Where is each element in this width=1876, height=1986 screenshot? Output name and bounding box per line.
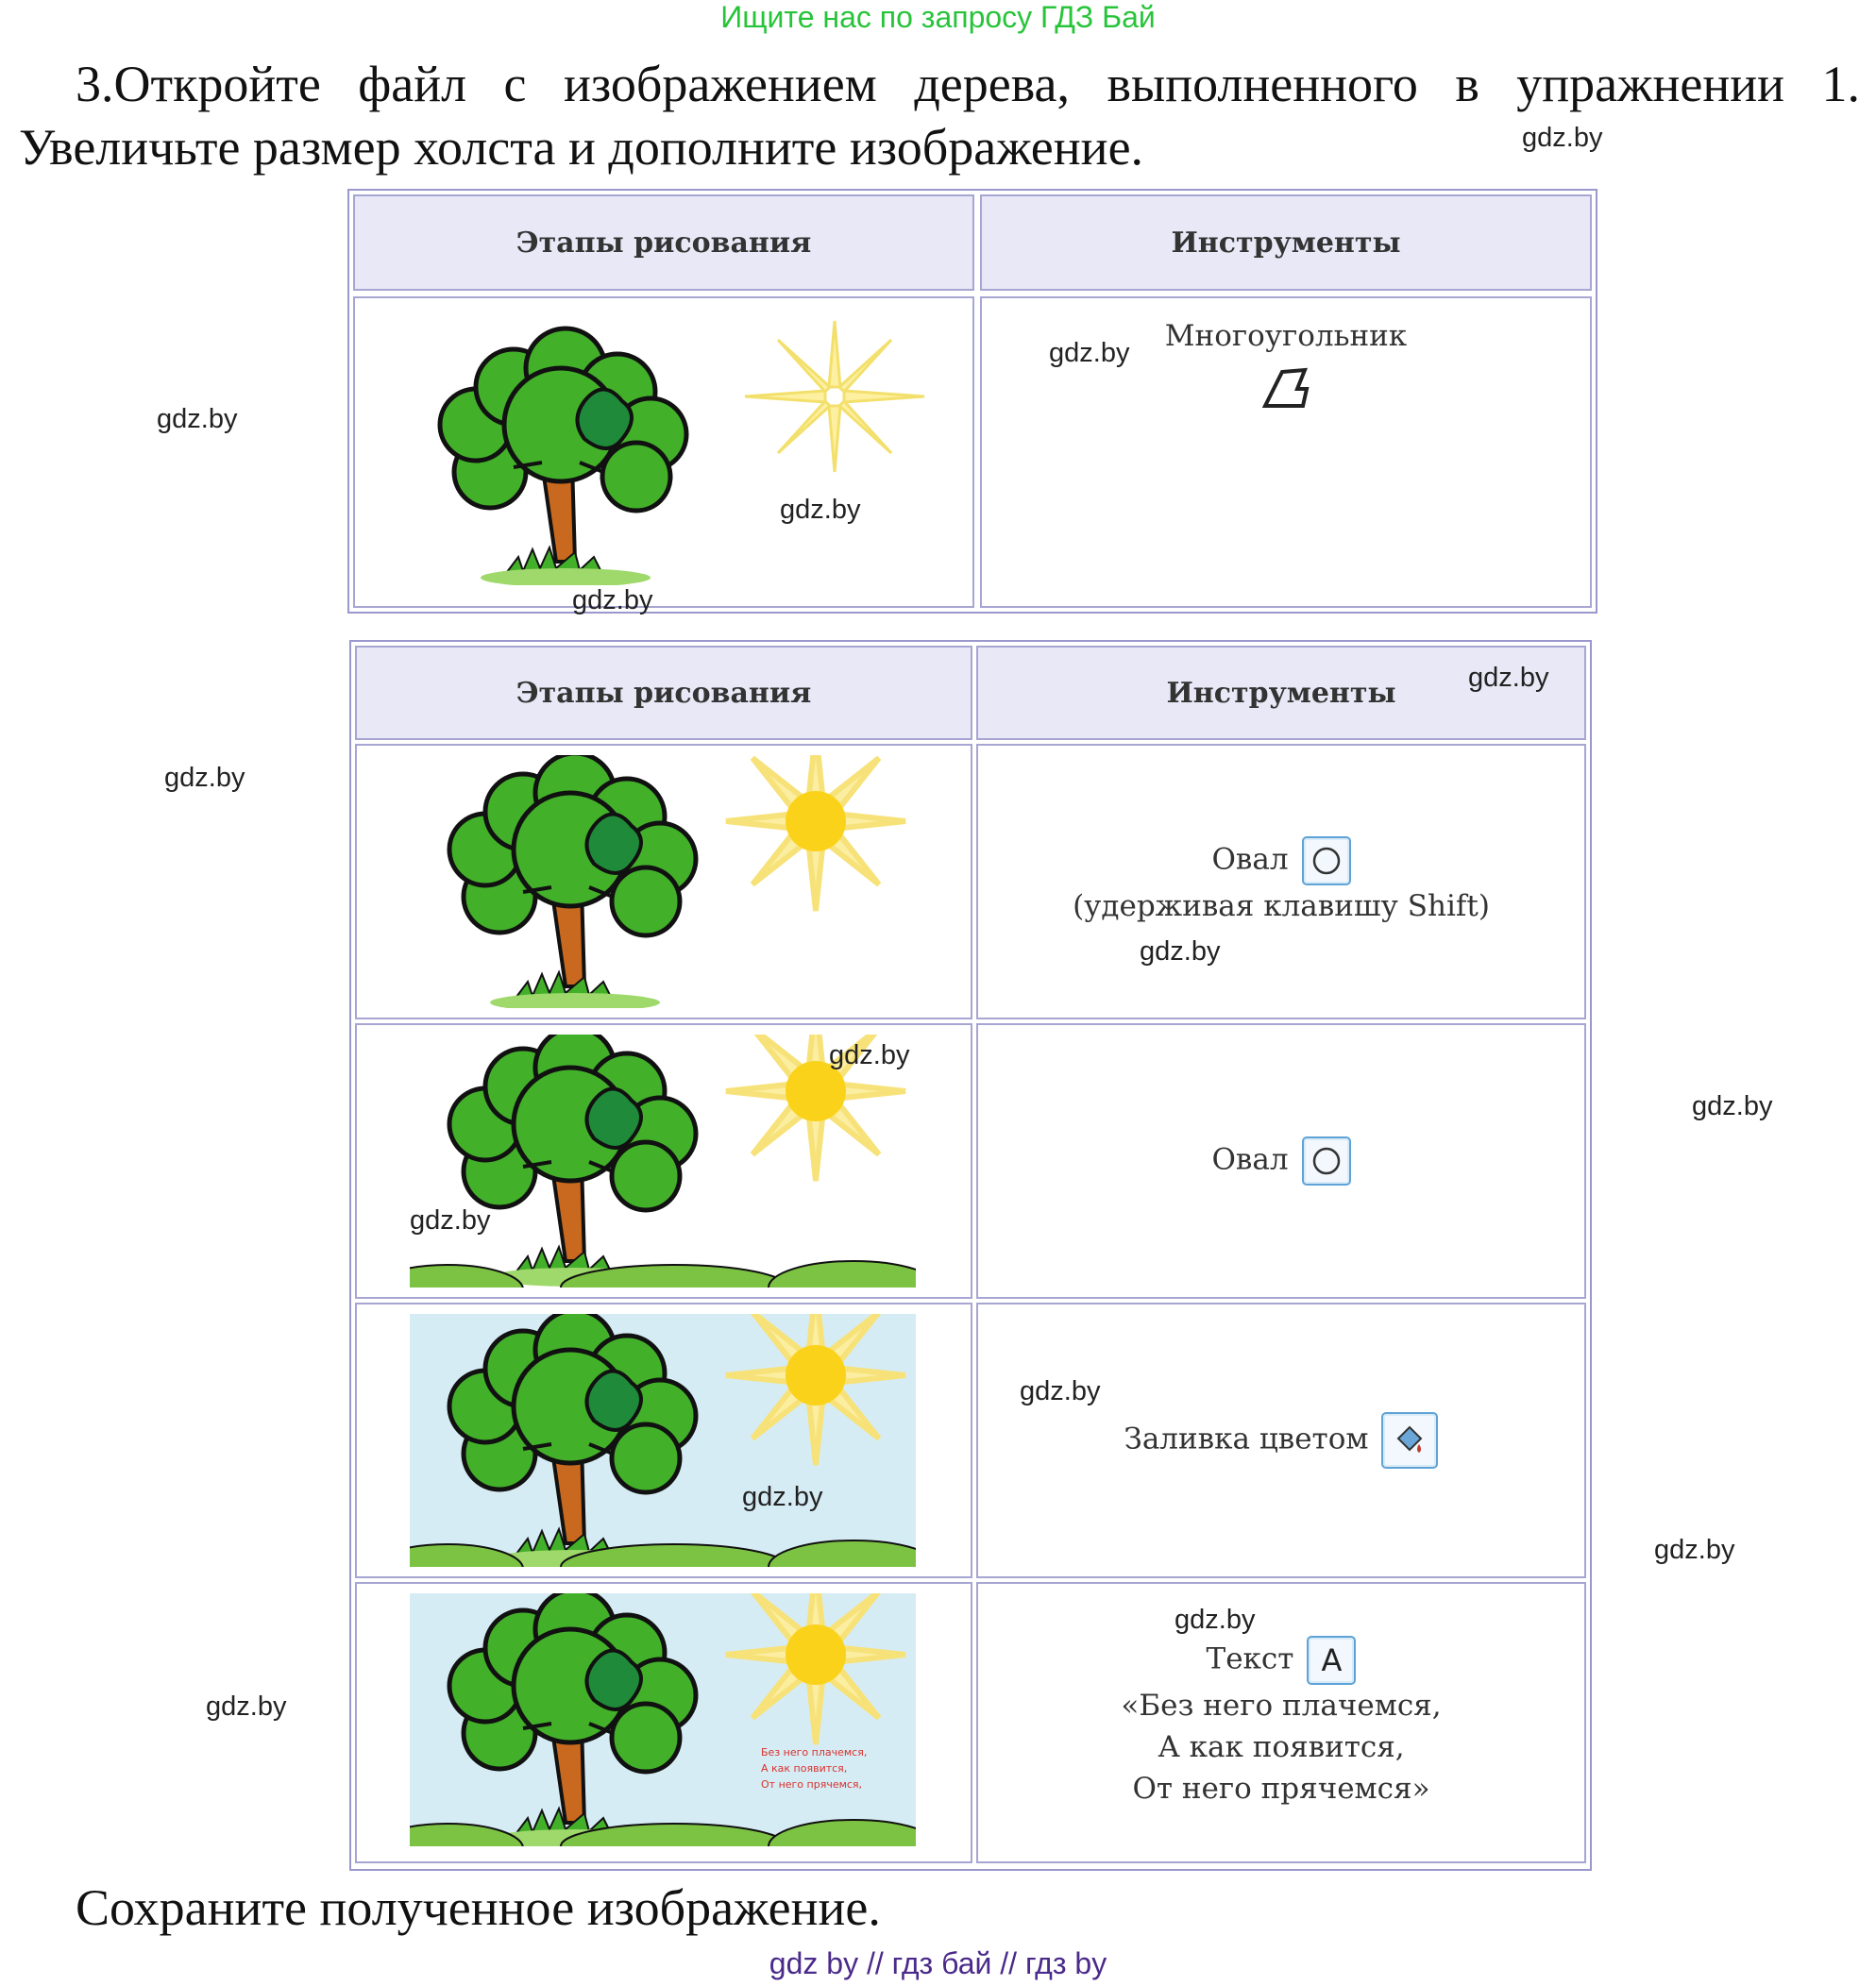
task-line-1: 3.Откройте файл с изображением дерева, выполненного в упражнении 1. <box>76 56 1860 112</box>
stages-table-2 <box>349 640 1592 1871</box>
tool-label: Текст <box>1206 1641 1294 1676</box>
watermark: gdz.by <box>410 1205 491 1236</box>
tool-label: Овал <box>1211 1142 1289 1177</box>
image-poem-line: Без него плачемся, <box>761 1746 868 1759</box>
header-tools: Инструменты <box>980 194 1592 291</box>
header-stages: Этапы рисования <box>353 194 974 291</box>
stage-image-cell <box>355 1582 972 1863</box>
watermark: gdz.by <box>1654 1535 1735 1565</box>
watermark: gdz.by <box>1692 1091 1773 1121</box>
tool-cell <box>976 1023 1586 1299</box>
tree-sun-hills-drawing <box>410 1035 916 1288</box>
tool-note: (удерживая клавишу Shift) <box>1073 889 1490 923</box>
image-poem-line: От него прячемся, <box>761 1778 863 1791</box>
watermark: gdz.by <box>1522 123 1603 153</box>
tree-sun-drawing <box>391 311 940 585</box>
watermark: gdz.by <box>1468 663 1549 693</box>
tree-sun-sky-drawing <box>410 1314 916 1567</box>
stage-image-cell <box>353 296 974 608</box>
footer-instruction: Сохраните полученное изображение. <box>76 1879 881 1936</box>
watermark: gdz.by <box>829 1040 910 1070</box>
stage-image-cell <box>355 744 972 1019</box>
watermark: gdz.by <box>1140 936 1221 967</box>
bottom-banner: gdz by // гдз бай // гдз by <box>769 1946 1107 1980</box>
tool-label: Овал <box>1211 842 1289 877</box>
paint-bucket-icon <box>1381 1412 1438 1469</box>
image-poem-line: А как появится, <box>761 1762 848 1775</box>
polygon-icon <box>1259 361 1312 425</box>
oval-icon <box>1302 1136 1351 1186</box>
tool-cell <box>976 1582 1586 1863</box>
tree-sun-drawing <box>410 755 916 1008</box>
watermark: gdz.by <box>572 585 653 615</box>
text-tool-icon <box>1307 1636 1356 1685</box>
watermark: gdz.by <box>780 495 861 525</box>
poem-line: От него прячемся» <box>1132 1772 1430 1806</box>
image-poem <box>761 1744 867 1792</box>
oval-icon <box>1302 836 1351 885</box>
stage-image-cell <box>355 1303 972 1578</box>
watermark: gdz.by <box>157 404 238 434</box>
watermark: gdz.by <box>742 1482 823 1512</box>
task-line-2: Увеличьте размер холста и дополните изображение. <box>19 119 1144 176</box>
tool-cell <box>976 1303 1586 1578</box>
tool-cell <box>976 744 1586 1019</box>
poem-line: А как появится, <box>1158 1730 1405 1764</box>
header-tools: Инструменты <box>976 646 1586 740</box>
watermark: gdz.by <box>164 763 245 793</box>
top-banner: Ищите нас по запросу ГДЗ Бай <box>720 0 1156 34</box>
watermark: gdz.by <box>1049 338 1130 368</box>
stages-table-1 <box>347 189 1597 614</box>
poem-line: «Без него плачемся, <box>1121 1689 1442 1723</box>
tool-label: Заливка цветом <box>1124 1422 1369 1456</box>
watermark: gdz.by <box>206 1691 287 1722</box>
text-tool-glyph: A <box>1321 1642 1343 1678</box>
tool-label: Многоугольник <box>1164 319 1408 353</box>
watermark: gdz.by <box>1175 1605 1256 1635</box>
watermark: gdz.by <box>1020 1376 1101 1406</box>
header-stages: Этапы рисования <box>355 646 972 740</box>
tree-sun-text-drawing <box>410 1593 916 1846</box>
